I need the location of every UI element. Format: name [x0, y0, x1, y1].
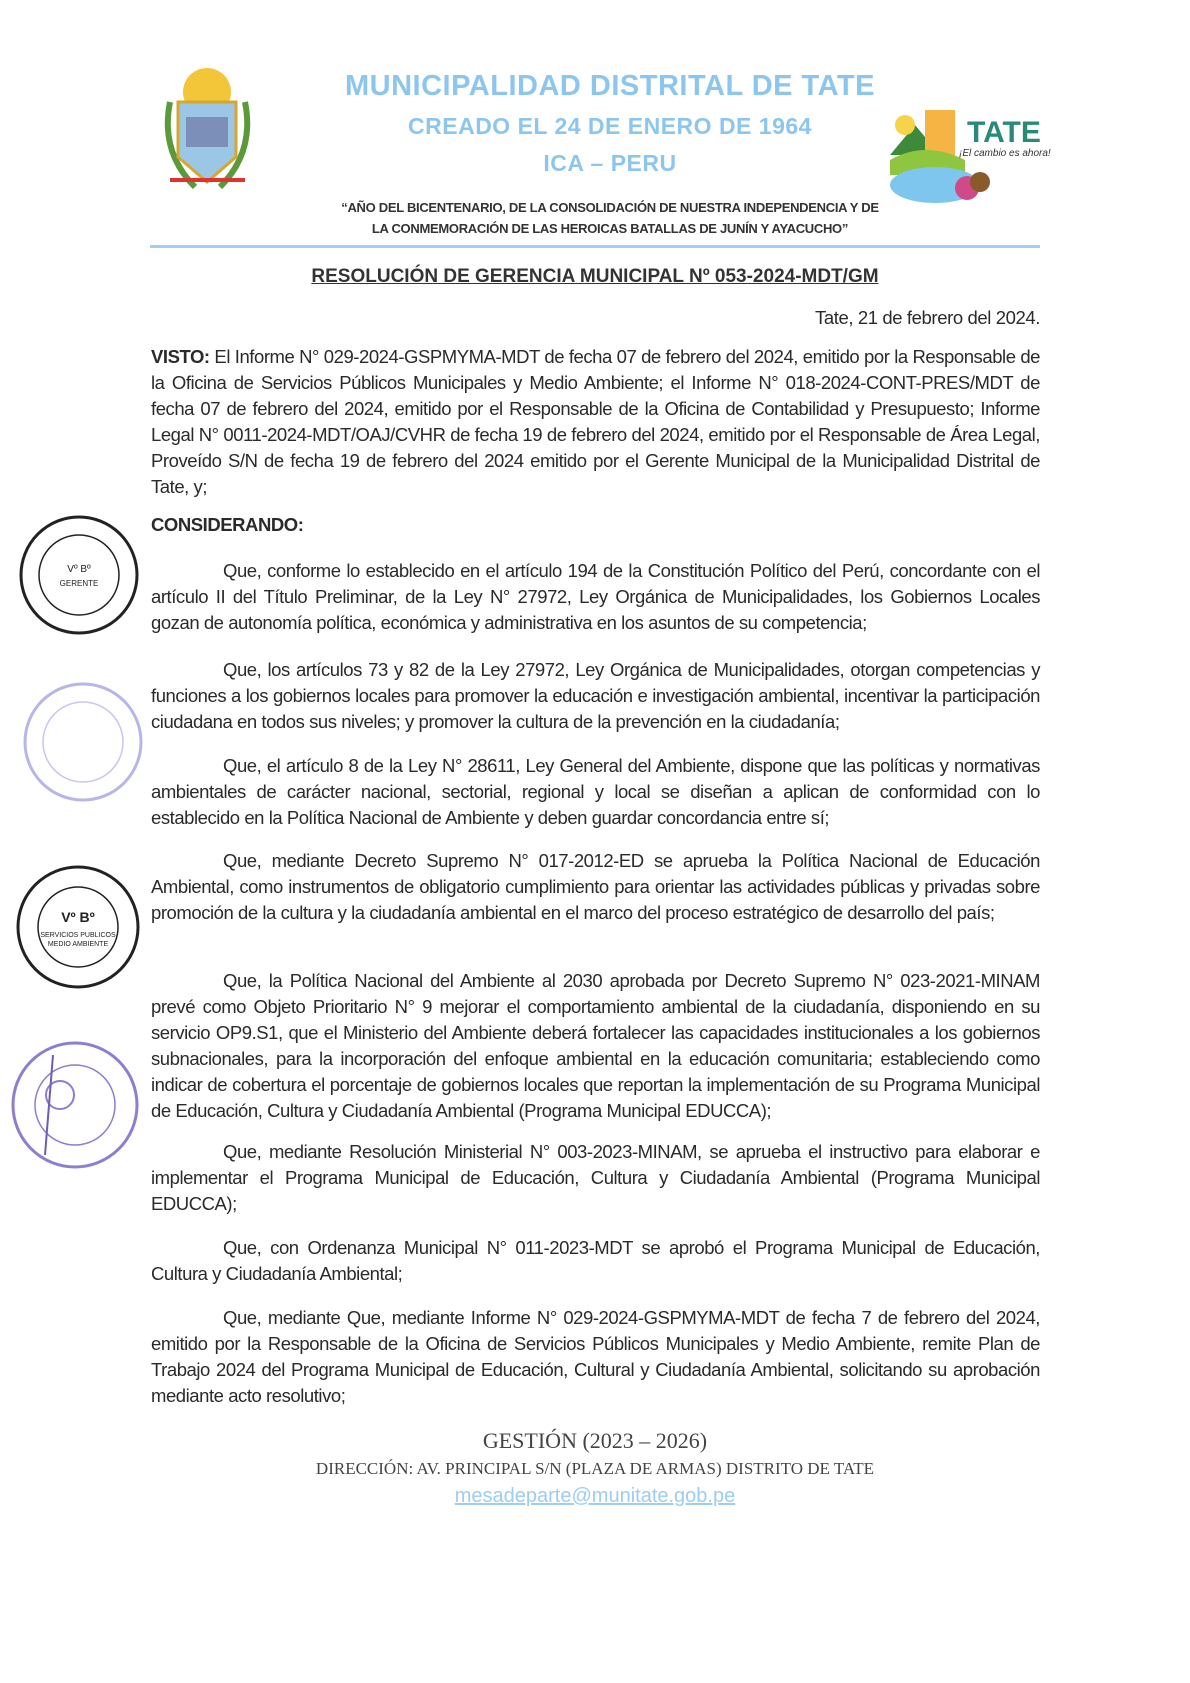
year-motto-line-2: LA CONMEMORACIÓN DE LAS HEROICAS BATALLAS DE JUNÍN Y AYACUCHO”: [371, 221, 849, 236]
logo-slogan: ¡El cambio es ahora!: [959, 148, 1051, 159]
svg-text:MEDIO AMBIENTE: MEDIO AMBIENTE: [47, 941, 109, 948]
purple-seal-stamp: [5, 1035, 145, 1175]
location: ICA – PERU: [543, 150, 677, 176]
considerando-paragraph-5: Que, la Política Nacional del Ambiente al 2030 aprobada por Decreto Supremo N° 023-2021-MINAM prevé como Objeto Prioritario N° 9 mejorar el comportamiento ambiental de la ciudadanía, disponiendo en su servicio OP9.S1, que el Ministerio del Ambiente deberá fortalecer las capacidades institucionales a los gobiernos subnacionales, para la incorporación del enfoque ambiental en la educación comunitaria; estableciendo como indicar de cobertura el porcentaje de gobiernos locales que reportan la implementación de su Programa Municipal de Educación, Cultura y Ciudadanía Ambiental (Programa Municipal EDUCCA);: [151, 970, 1040, 1121]
document-date: Tate, 21 de febrero del 2024.: [815, 307, 1040, 328]
considerando-paragraph-4: Que, mediante Decreto Supremo N° 017-2012-ED se aprueba la Política Nacional de Educación Ambiental, como instrumentos de obligatorio cumplimiento para orientar las actividades públicas y privadas sobre promoción de la cultura y la ciudadanía ambiental en el marco del proceso estratégico de desarrollo del país;: [151, 850, 1040, 923]
considerando-paragraph-1: Que, conforme lo establecido en el artículo 194 de la Constitución Político del Perú, concordante con el artículo II del Título Preliminar, de la Ley N° 27972, Ley Orgánica de Municipalidades, los Gobiernos Locales gozan de autonomía política, económica y administrativa en los asuntos de su competencia;: [151, 560, 1040, 633]
visto-paragraph: [151, 344, 1040, 500]
logo-text: TATE: [967, 116, 1041, 149]
municipality-name: MUNICIPALIDAD DISTRITAL DE TATE: [345, 70, 875, 102]
year-motto-line-1: “AÑO DEL BICENTENARIO, DE LA CONSOLIDACIÓN DE NUESTRA INDEPENDENCIA Y DE: [341, 200, 879, 215]
email-link[interactable]: mesadeparte@munitate.gob.pe: [454, 1485, 736, 1507]
oficina-stamp: [8, 862, 148, 992]
considerando-paragraph-3: Que, el artículo 8 de la Ley N° 28611, Ley General del Ambiente, dispone que las políticas y normativas ambientales de carácter nacional, sectorial, regional y local se diseñan a aplican de conformidad con lo establecido en la Política Nacional de Ambiente y deben guardar concordancia entre sí;: [151, 755, 1040, 828]
year-motto: [260, 197, 960, 239]
visto-text: El Informe N° 029-2024-GSPMYMA-MDT de fecha 07 de febrero del 2024, emitido por la Responsable de la Oficina de Servicios Públicos Municipales y Medio Ambiente; el Informe N° 018-2024-CONT-PRES/MDT de fecha 07 de febrero del 2024, emitido por el Responsable de la Oficina de Contabilidad y Presupuesto; Informe Legal N° 0011-2024-MDT/OAJ/CVHR de fecha 19 de febrero del 2024, emitido por el Responsable de Área Legal, Proveído S/N de fecha 19 de febrero del 2024 emitido por el Gerente Municipal de la Municipalidad Distrital de Tate, y;: [151, 346, 1040, 497]
considerando-paragraph-6: Que, mediante Resolución Ministerial N° 003-2023-MINAM, se aprueba el instructivo para elaborar e implementar el Programa Municipal de Educación, Cultura y Ciudadanía Ambiental (Programa Municipal EDUCCA);: [151, 1141, 1040, 1214]
faded-purple-stamp: [18, 675, 148, 810]
visto-label: VISTO:: [151, 346, 210, 367]
svg-text:GERENTE: GERENTE: [59, 579, 99, 588]
considerando-paragraph-8: Que, mediante Que, mediante Informe N° 029-2024-GSPMYMA-MDT de fecha 7 de febrero del 2024, emitido por la Responsable de la Oficina de Servicios Públicos Municipales y Medio Ambiente, remite Plan de Trabajo 2024 del Programa Municipal de Educación, Cultural y Ciudadanía Ambiental, solicitando su aprobación mediante acto resolutivo;: [151, 1307, 1040, 1406]
considerando-heading: CONSIDERANDO:: [151, 514, 304, 535]
creation-date: CREADO EL 24 DE ENERO DE 1964: [408, 113, 812, 139]
address: DIRECCIÓN: AV. PRINCIPAL S/N (PLAZA DE ARMAS) DISTRITO DE TATE: [315, 1459, 875, 1478]
svg-text:Vº Bº: Vº Bº: [67, 564, 91, 575]
svg-text:Vº Bº: Vº Bº: [61, 909, 95, 925]
gerencia-stamp: [14, 510, 144, 640]
administration-period: GESTIÓN (2023 – 2026): [482, 1428, 708, 1453]
considerando-paragraph-7: Que, con Ordenanza Municipal N° 011-2023-MDT se aprobó el Programa Municipal de Educación, Cultura y Ciudadanía Ambiental;: [151, 1237, 1040, 1284]
municipal-crest-logo: [150, 62, 265, 202]
svg-text:SERVICIOS PUBLICOS: SERVICIOS PUBLICOS: [40, 932, 116, 939]
header-divider: [150, 245, 1040, 248]
resolution-title: [150, 266, 1040, 288]
resolution-title-text: RESOLUCIÓN DE GERENCIA MUNICIPAL Nº 053-2024-MDT/GM: [311, 266, 879, 287]
considerando-paragraph-2: Que, los artículos 73 y 82 de la Ley 27972, Ley Orgánica de Municipalidades, otorgan competencias y funciones a los gobiernos locales para promover la educación e investigación ambiental, incentivar la participación ciudadana en todos sus niveles; y promover la cultura de la prevención en la ciudadanía;: [151, 659, 1040, 732]
